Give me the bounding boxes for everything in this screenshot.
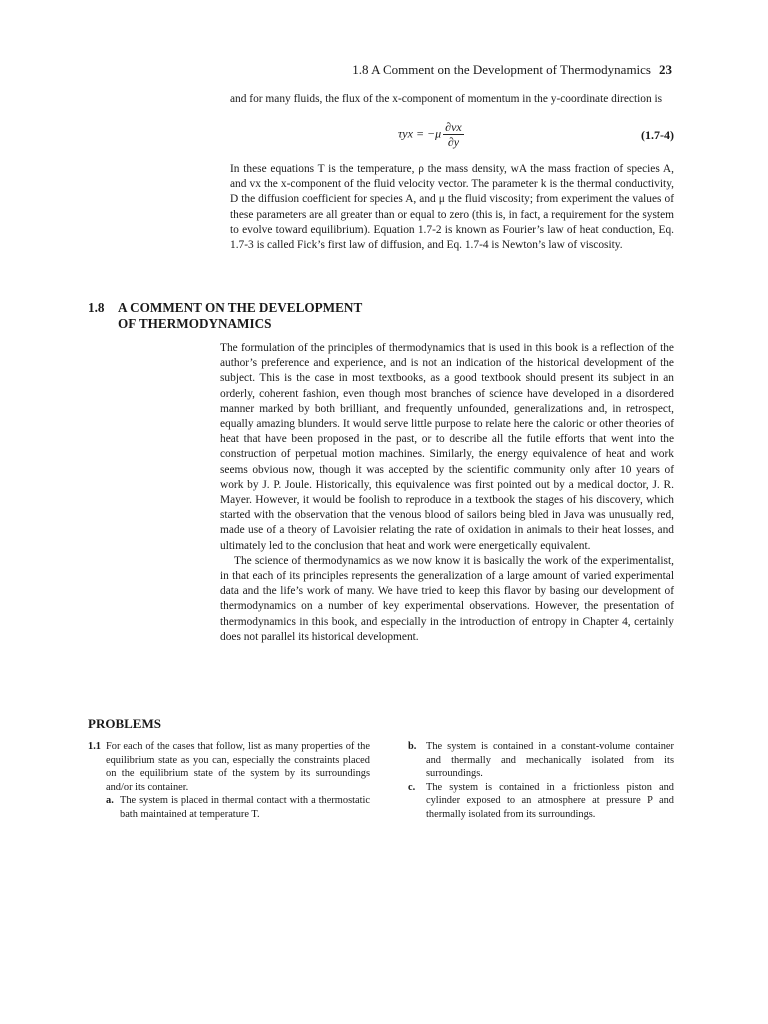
problems-column-left xyxy=(88,740,370,822)
equation-lhs: τyx = −μ xyxy=(398,126,442,141)
equation-number: (1.7-4) xyxy=(641,128,674,142)
body-paragraph-1: The formulation of the principles of thermodynamics that is used in this book is a reflection of the author’s preference and experience, and is not an indication of the historical development of the subject. This is the case in most textbooks, as a good textbook should present its subject in an orderly, coherent fashion, even though most branches of science have developed in a disordered manner marked by both brilliant, and frequently unfounded, generalizations and, in retrospect, equally amazing blunders. It would serve little purpose to relate here the caloric or other theories of heat that have been proposed in the past, or to describe all the futile efforts that went into the construction of perpetual motion machines. Similarly, the energy equivalence of heat and work seems obvious now, though it was accepted by the scientific community only after 10 years of work by J. P. Joule. Historically, this equivalence was first pointed out by a medical doctor, J. R. Mayer. However, it would be foolish to reproduce in a textbook the stages of his discovery, which started with the observation that the venous blood of sailors being bled in Java was unusually red, made use of a theory of Lavoisier relating the rate of oxidation in animals to their heat losses, and ultimately led to the conclusion that heat and work were energetically equivalent. xyxy=(220,342,674,552)
problem-part-b xyxy=(408,740,674,781)
equation-body xyxy=(398,120,464,149)
equation-1-7-4 xyxy=(230,118,674,152)
part-c-text: The system is contained in a frictionless piston and cylinder exposed to an atmosphere at pressure P and thermally isolated from its surroundings. xyxy=(426,781,674,820)
part-a-text: The system is placed in thermal contact with a thermostatic bath maintained at temperature T. xyxy=(120,795,370,820)
problem-1-1-label: 1.1 xyxy=(88,741,101,752)
equation-fraction xyxy=(443,120,464,149)
running-head-title: 1.8 A Comment on the Development of Thermodynamics xyxy=(352,62,651,77)
problem-1-1 xyxy=(88,740,370,794)
problem-part-c xyxy=(408,781,674,822)
section-title-line2: OF THERMODYNAMICS xyxy=(118,316,272,331)
part-a-label: a. xyxy=(106,795,114,807)
page-number: 23 xyxy=(659,62,672,77)
problems-heading: PROBLEMS xyxy=(88,716,161,731)
equation-numerator: ∂vx xyxy=(445,120,462,134)
part-c-label: c. xyxy=(408,781,416,793)
equation-denominator: ∂y xyxy=(447,135,460,149)
definitions-paragraph: In these equations T is the temperature, ρ the mass density, wA the mass fraction of species A, and vx the x-component of the fluid velocity vector. The parameter k is the thermal conductivity, D the diffusion coefficient for species A, and μ the fluid viscosity; from experiment the values of these parameters are all greater than or equal to zero (this is, in fact, a requirement for the system to evolve toward equilibrium). Equation 1.7-2 is known as Fourier’s law of heat conduction, Eq. 1.7-3 is called Fick’s first law of diffusion, and Eq. 1.7-4 is Newton’s law of viscosity. xyxy=(230,163,674,252)
problem-part-a xyxy=(88,794,370,821)
problems-column-right xyxy=(408,740,674,822)
intro-paragraph: and for many fluids, the flux of the x-component of momentum in the y-coordinate direction is xyxy=(230,93,663,105)
section-number: 1.8 xyxy=(88,300,105,315)
part-b-text: The system is contained in a constant-volume container and thermally and mechanically isolated from its surroundings. xyxy=(426,741,674,780)
body-paragraph-2: The science of thermodynamics as we now know it is basically the work of the experimentalist, in that each of its principles represents the generalization of a large amount of varied experimental data and the life’s work of many. We have tried to keep this flavor by basing our development of thermodynamics on a number of key experimental observations. However, the presentation of thermodynamics in this book, and especially in the introduction of entropy in Chapter 4, certainly does not parallel its historical development. xyxy=(220,554,674,643)
section-title-line1: A COMMENT ON THE DEVELOPMENT xyxy=(118,300,363,315)
section-heading xyxy=(88,300,362,332)
running-head xyxy=(352,62,672,78)
section-body xyxy=(220,341,674,645)
part-b-label: b. xyxy=(408,741,417,752)
problem-1-1-text: For each of the cases that follow, list as many properties of the equilibrium state as you can, especially the constraints placed on the equilibrium state of the system by its surroundings and/or its container. xyxy=(106,741,370,793)
